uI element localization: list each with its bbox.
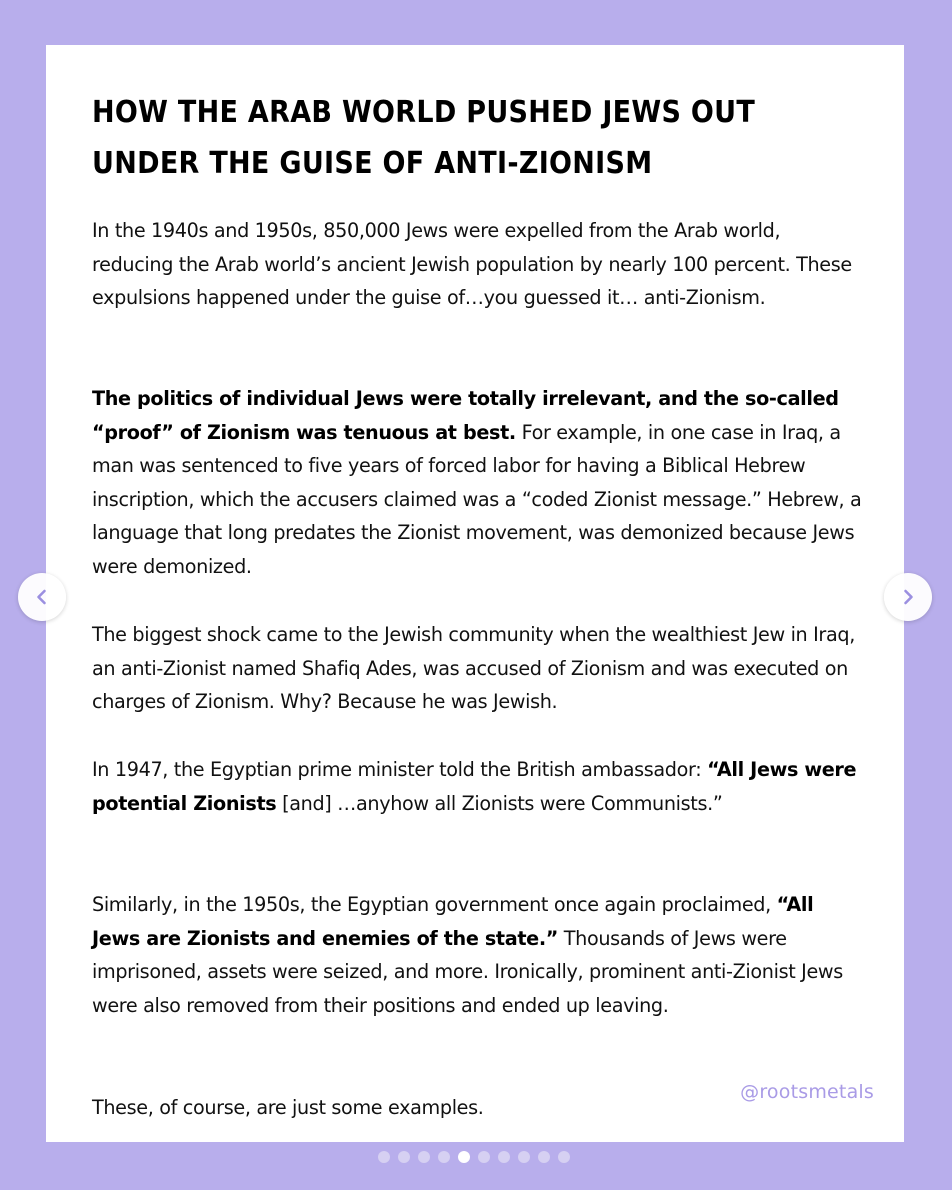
pagination-dot[interactable] <box>398 1151 410 1163</box>
paragraph-2 <box>92 382 867 584</box>
paragraph-4 <box>92 753 867 820</box>
paragraph-4-text-rest: [and] …anyhow all Zionists were Communists.” <box>276 791 723 815</box>
pagination-dot[interactable] <box>498 1151 510 1163</box>
paragraph-5-text-start: Similarly, in the 1950s, the Egyptian government once again proclaimed, <box>92 893 777 916</box>
paragraph-5-text-rest: Thousands of Jews were imprisoned, assets were seized, and more. Ironically, prominent anti-Zionist Jews were also removed from their positions and ended up leaving. <box>92 926 843 1017</box>
pagination-dot[interactable] <box>418 1151 430 1163</box>
chevron-right-icon <box>898 587 918 607</box>
carousel-pagination <box>378 1151 570 1163</box>
post-card <box>46 45 904 1142</box>
paragraph-4-bold: “All Jews were potential Zionists <box>92 758 857 815</box>
pagination-dot[interactable] <box>558 1151 570 1163</box>
paragraph-2-text: For example, in one case in Iraq, a man was sentenced to five years of forced labor for having a Biblical Hebrew inscription, which the accusers claimed was a “coded Zionist message.” Hebrew, a language that long predates the Zionist movement, was demonized because Jews were demonized. <box>92 420 862 578</box>
pagination-dot-active[interactable] <box>458 1151 470 1163</box>
pagination-dot[interactable] <box>478 1151 490 1163</box>
pagination-dot[interactable] <box>538 1151 550 1163</box>
next-slide-button[interactable] <box>884 573 932 621</box>
pagination-dot[interactable] <box>518 1151 530 1163</box>
paragraph-5 <box>92 888 867 1022</box>
author-handle: @rootsmetals <box>740 1081 874 1103</box>
paragraph-6: These, of course, are just some examples. <box>92 1096 484 1119</box>
paragraph-4-text-start: In 1947, the Egyptian prime minister told the British ambassador: <box>92 758 708 781</box>
previous-slide-button[interactable] <box>18 573 66 621</box>
post-title: HOW THE ARAB WORLD PUSHED JEWS OUT UNDER THE GUISE OF ANTI-ZIONISM <box>92 95 756 181</box>
paragraph-2-bold: The politics of individual Jews were totally irrelevant, and the so-called “proof” of Zionism was tenuous at best. <box>92 387 839 444</box>
chevron-left-icon <box>32 587 52 607</box>
paragraph-1: In the 1940s and 1950s, 850,000 Jews were expelled from the Arab world, reducing the Arab world’s ancient Jewish population by nearly 100 percent. These expulsions happened under the guise of…you guessed it… anti-Zionism. <box>92 219 852 310</box>
paragraph-3: The biggest shock came to the Jewish community when the wealthiest Jew in Iraq, an anti-Zionist named Shafiq Ades, was accused of Zionism and was executed on charges of Zionism. Why? Because he was Jewish. <box>92 623 855 714</box>
pagination-dot[interactable] <box>438 1151 450 1163</box>
paragraph-5-bold: “All Jews are Zionists and enemies of the state.” <box>92 893 814 950</box>
pagination-dot[interactable] <box>378 1151 390 1163</box>
